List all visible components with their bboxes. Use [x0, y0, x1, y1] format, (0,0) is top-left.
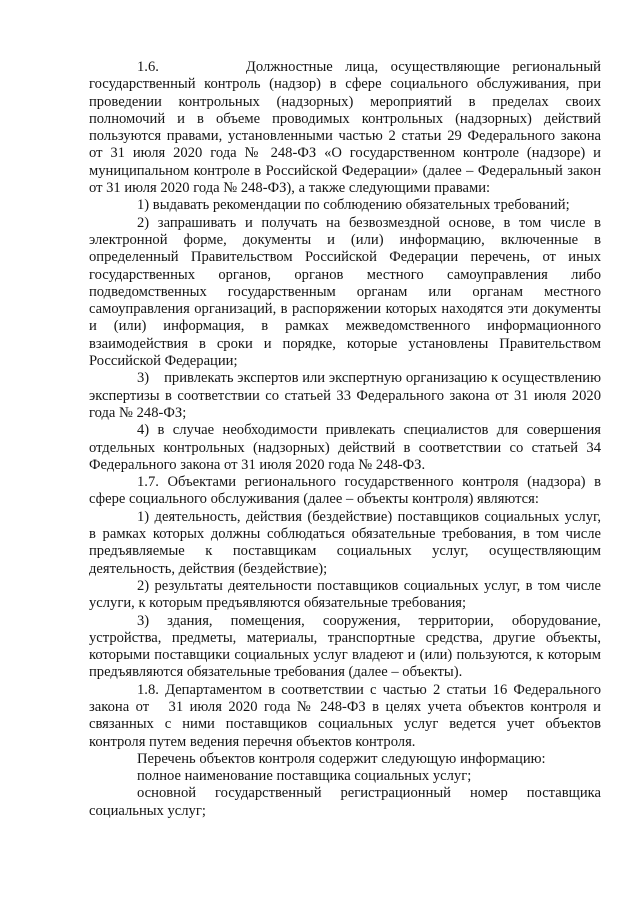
- list-item-right-3: 3) привлекать экспертов или экспертную организацию к осуществлению экспертизы в соответствии со статьей 33 Федерального закона от 31 июля 2020 года № 248-ФЗ;: [89, 370, 601, 421]
- paragraph-1-8: 1.8. Департаментом в соответствии с частью 2 статьи 16 Федерального закона от 31 июля 2020 года № 248-ФЗ в целях учета объектов контроля и связанных с ними поставщиков социальных услуг ведется учет объектов контроля путем ведения перечня объектов контроля.: [89, 681, 601, 750]
- paragraph-1-6: 1.6. Должностные лица, осуществляющие региональный государственный контроль (надзор) в сфере социального обслуживания, при проведении контрольных (надзорных) мероприятий в пределах своих полномочий и в объеме проводимых контрольных (надзорных) действий пользуются правами, установленными частью 2 статьи 29 Федерального закона от 31 июля 2020 года № 248-ФЗ «О государственном контроле (надзоре) и муниципальном контроле в Российской Федерации» (далее – Федеральный закон от 31 июля 2020 года № 248-ФЗ), а также следующими правами:: [89, 59, 601, 197]
- list-item-full-name: полное наименование поставщика социальных услуг;: [137, 768, 472, 785]
- list-item-ogrn: основной государственный регистрационный номер поставщика социальных услуг;: [89, 785, 601, 819]
- list-item-right-1: 1) выдавать рекомендации по соблюдению обязательных требований;: [137, 197, 570, 214]
- list-item-object-1: 1) деятельность, действия (бездействие) поставщиков социальных услуг, в рамках которых должны соблюдаться обязательные требования, в том числе предъявляемые к поставщикам социальных услуг, осуществляющим деятельность, действия (бездействие);: [89, 508, 601, 577]
- list-item-right-2: 2) запрашивать и получать на безвозмездной основе, в том числе в электронной форме, документы и (или) информацию, включенные в определенный Правительством Российской Федерации перечень, от иных государственных органов, органов местного самоуправления либо подведомственных государственным органам или органам местного самоуправления организаций, в распоряжении которых находятся эти документы и (или) информация, в рамках межведомственного информационного взаимодействия в сроки и порядке, которые установлены Правительством Российской Федерации;: [89, 214, 601, 370]
- list-item-object-3: 3) здания, помещения, сооружения, территории, оборудование, устройства, предметы, материалы, транспортные средства, другие объекты, которыми поставщики социальных услуг владеют и (или) пользуются, к которым предъявляются обязательные требования (далее – объекты).: [89, 612, 601, 681]
- paragraph-1-7: 1.7. Объектами регионального государственного контроля (надзора) в сфере социального обслуживания (далее – объекты контроля) являются:: [89, 474, 601, 508]
- list-item-object-2: 2) результаты деятельности поставщиков социальных услуг, в том числе услуги, к которым предъявляются обязательные требования;: [89, 577, 601, 612]
- document-body: [89, 59, 601, 820]
- paragraph-list-intro: Перечень объектов контроля содержит следующую информацию:: [137, 750, 546, 767]
- list-item-right-4: 4) в случае необходимости привлекать специалистов для совершения отдельных контрольных (надзорных) действий в соответствии со статьей 34 Федерального закона от 31 июля 2020 года № 248-ФЗ.: [89, 422, 601, 473]
